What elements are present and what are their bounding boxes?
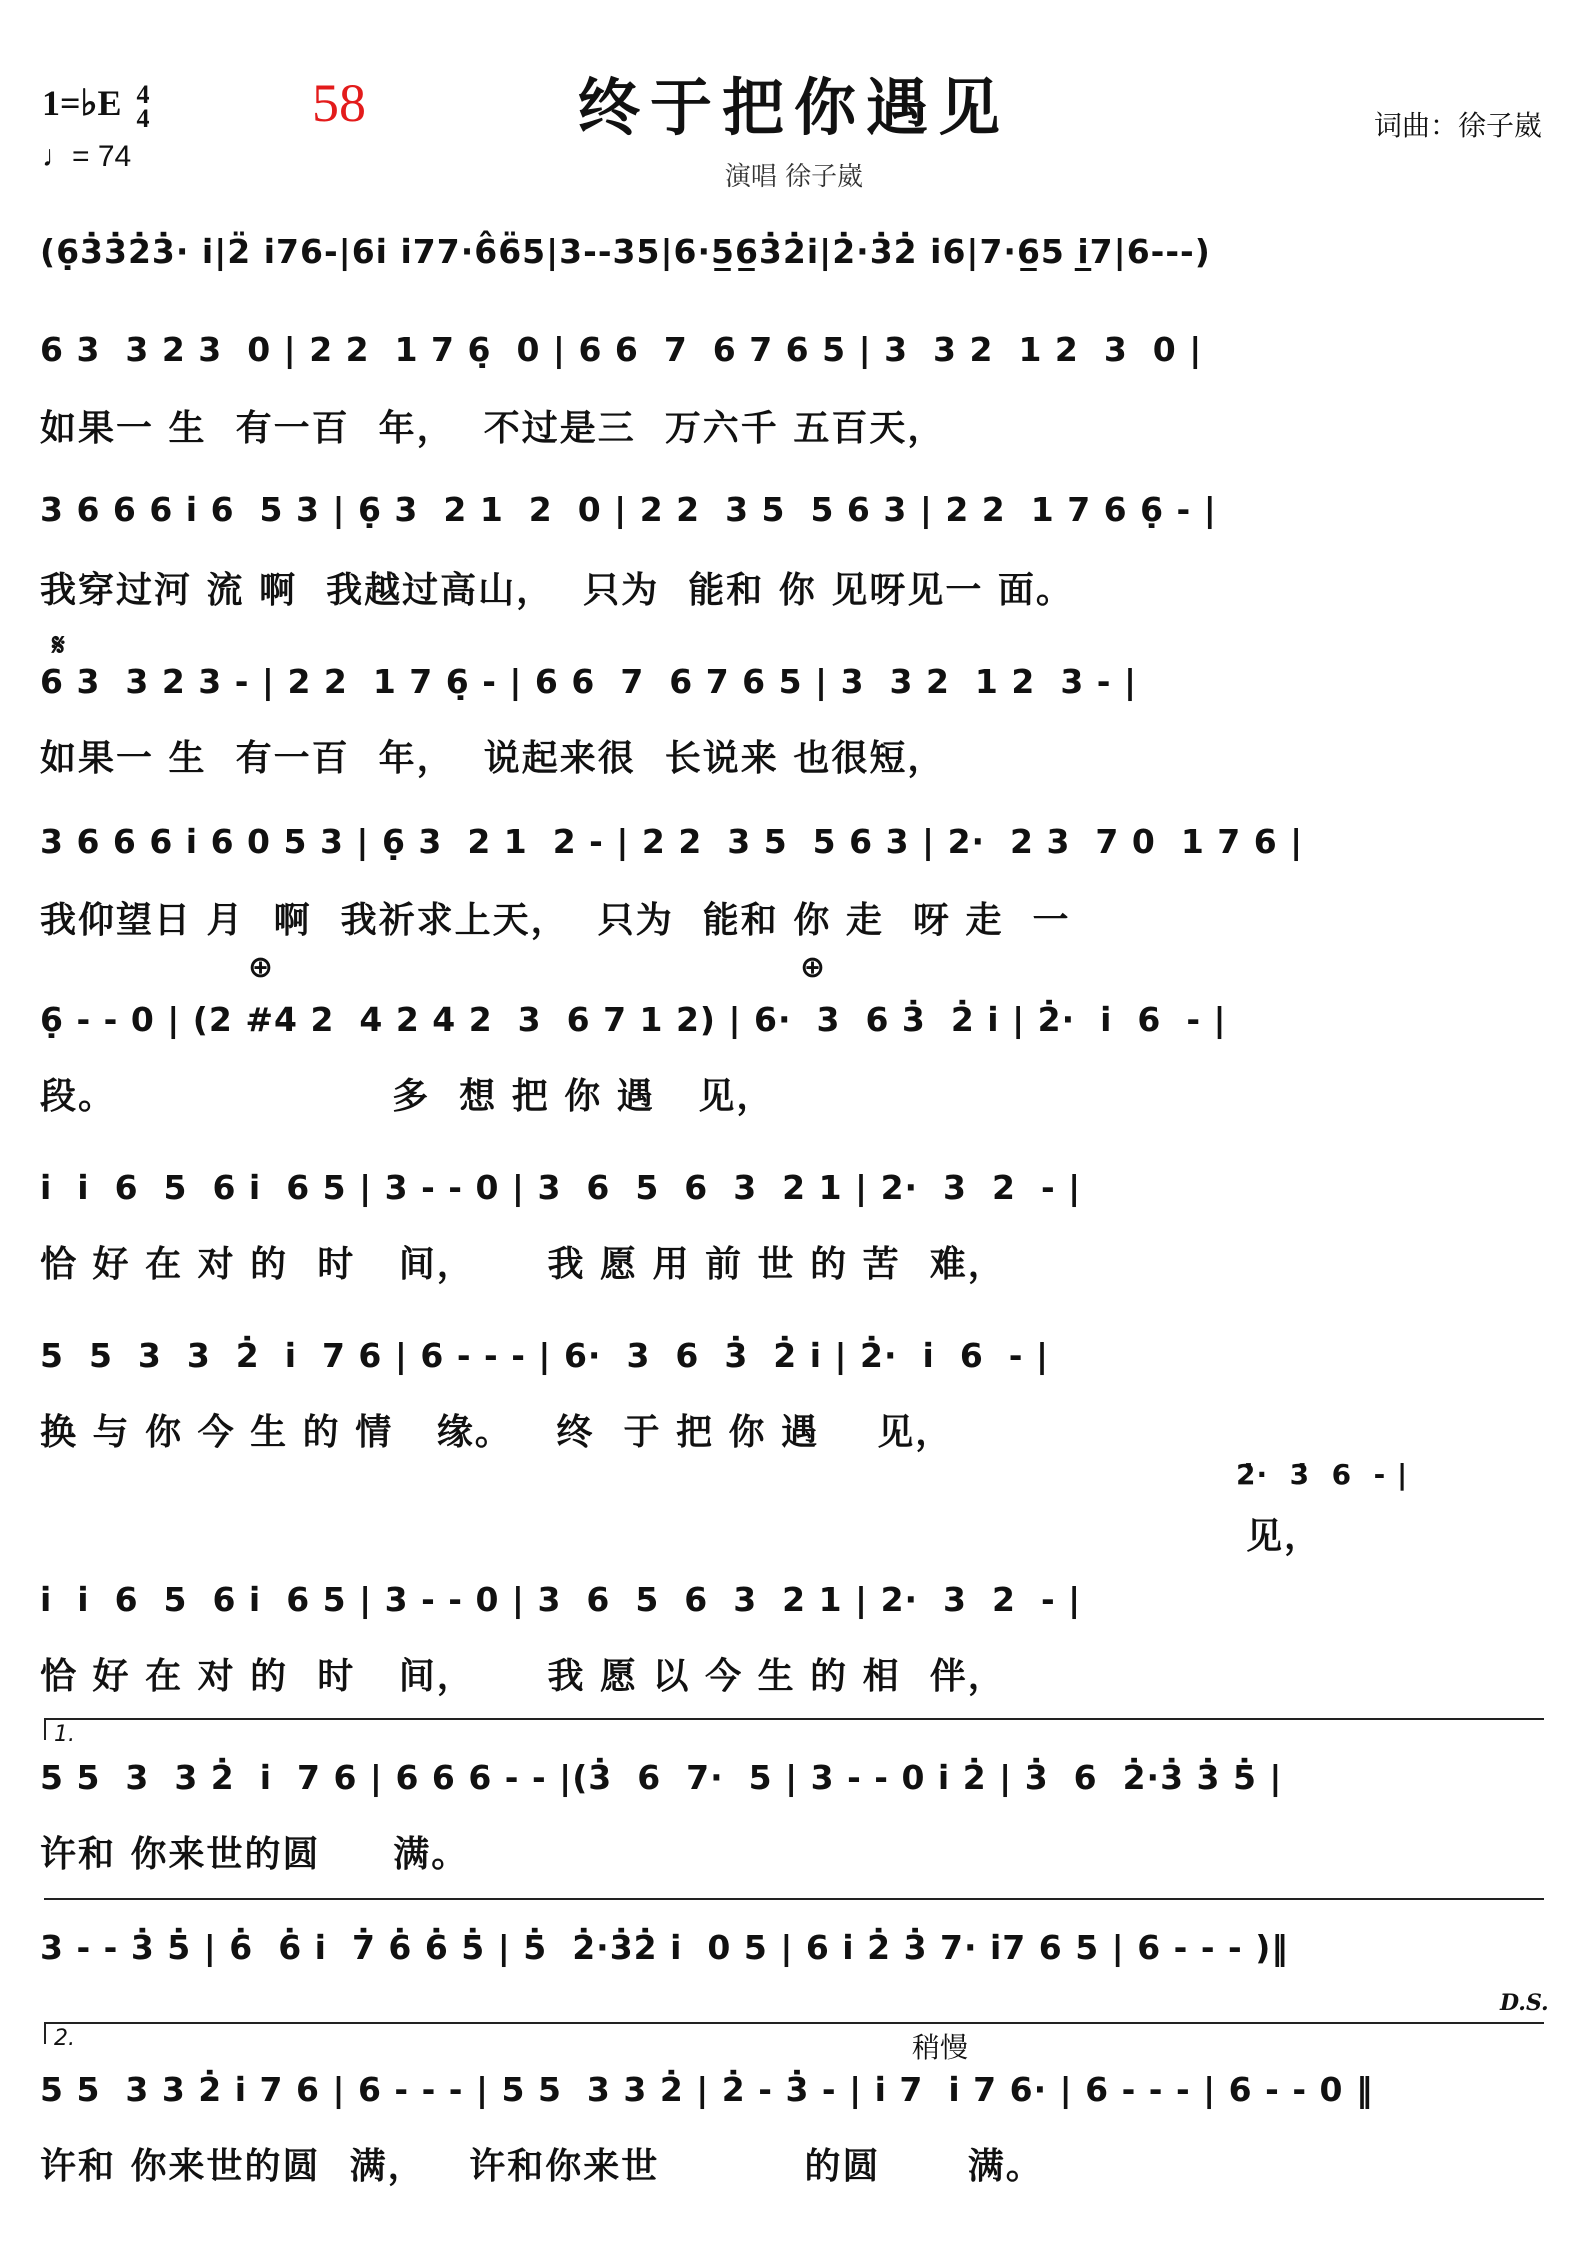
segno-mark: 𝄋 bbox=[52, 628, 65, 663]
volta-1-continuation bbox=[44, 1898, 1544, 1900]
volta-2-bracket bbox=[44, 2022, 1544, 2024]
music-line-9: 5 5 3 3 2̇ i̇ 7 6 | 6 6 6 - - |(3̇ 6 7· 5 | 3 - - 0 i̇ 2̇ | 3̇ 6 2̇·3̇ 3̇ 5̇ | bbox=[40, 1758, 1283, 1797]
composer-credit: 词曲：徐子崴 bbox=[1373, 109, 1542, 142]
music-line-5: 6̣ - - 0 | (2 #4 2 4 2 4 2 3 6 7 1 2) | 6· 3 6 3̇ 2̇ i̇ | 2̇· i̇ 6 - | bbox=[40, 1000, 1227, 1039]
coda-mark-2: ⊕ bbox=[800, 950, 826, 985]
music-line-3: 6 3 3 2 3 - | 2 2 1 7 6̣ - | 6 6 7 6 7 6 5 | 3 3 2 1 2 3 - | bbox=[40, 662, 1138, 701]
music-line-2: 3 6 6 6 i̇ 6 5 3 | 6̣ 3 2 1 2 0 | 2 2 3 5 5 6 3 | 2 2 1 7 6 6̣ - | bbox=[40, 490, 1217, 529]
slower-marking: 稍慢 bbox=[912, 2031, 969, 2064]
lyrics-line-9: 许和 你来世的圆 满。 bbox=[40, 1833, 470, 1875]
volta-2-label: 2. bbox=[54, 2026, 75, 2051]
music-line-11: 5 5 3 3 2̇ i̇ 7 6 | 6 - - - | 5 5 3 3 2̇ | 2̇ - 3̇ - | i̇ 7 i̇ 7 6· | 6 - - - | 6 - - 0 ‖ bbox=[40, 2070, 1374, 2109]
lyrics-line-1: 如果一 生 有一百 年， 不过是三 万六千 五百天， bbox=[40, 407, 946, 449]
time-signature-top: 4 bbox=[136, 79, 150, 109]
lyrics-line-8: 恰 好 在 对 的 时 间， 我 愿 以 今 生 的 相 伴， bbox=[40, 1655, 1006, 1697]
lyrics-line-5: 段。 多 想 把 你 遇 见， bbox=[40, 1075, 775, 1117]
volta-2-bracket-tick bbox=[44, 2022, 46, 2044]
lyrics-line-11: 许和 你来世的圆 满， 许和你来世 的圆 满。 bbox=[40, 2145, 1044, 2187]
music-line-alt: 2̇· 3̇ 6 - | bbox=[1236, 1458, 1409, 1491]
volta-1-bracket-tick bbox=[44, 1718, 46, 1740]
music-line-6: i̇ i̇ 6 5 6 i̇ 6 5 | 3 - - 0 | 3 6 5 6 3 2 1 | 2· 3 2 - | bbox=[40, 1168, 1082, 1207]
lyrics-line-7: 换 与 你 今 生 的 情 缘。 终 于 把 你 遇 见， bbox=[40, 1411, 954, 1453]
lyrics-line-6: 恰 好 在 对 的 时 间， 我 愿 用 前 世 的 苦 难， bbox=[40, 1243, 1006, 1285]
singer-credit: 演唱 徐子崴 bbox=[724, 162, 864, 192]
music-line-7: 5 5 3 3 2̇ i̇ 7 6 | 6 - - - | 6· 3 6 3̇ 2̇ i̇ | 2̇· i̇ 6 - | bbox=[40, 1336, 1049, 1375]
volta-1-label: 1. bbox=[54, 1722, 75, 1747]
lyrics-line-2: 我穿过河 流 啊 我越过高山， 只为 能和 你 见呀见一 面。 bbox=[40, 569, 1074, 611]
song-title: 终于把你遇见 bbox=[577, 71, 1010, 144]
ds-mark: D.S. bbox=[1500, 1990, 1549, 2016]
key-label: 1=♭E bbox=[42, 83, 122, 123]
volta-1-bracket bbox=[44, 1718, 1544, 1720]
music-line-10: 3 - - 3̇ 5̇ | 6̇ 6̇ i̇ 7̇ 6̇ 6̇ 5̇ | 5̇ 2̇·3̇2̇ i̇ 0 5 | 6 i̇ 2̇ 3̇ 7· i̇7 6 5 | 6 - - - )‖ bbox=[40, 1928, 1289, 1967]
lyrics-line-alt: 见， bbox=[1246, 1515, 1323, 1557]
lyrics-line-4: 我仰望日 月 啊 我祈求上天， 只为 能和 你 走 呀 走 一 bbox=[40, 899, 1071, 941]
lyrics-line-3: 如果一 生 有一百 年， 说起来很 长说来 也很短， bbox=[40, 737, 946, 779]
page-number: 58 bbox=[312, 73, 366, 133]
coda-mark-1: ⊕ bbox=[248, 950, 274, 985]
time-signature-bottom: 4 bbox=[136, 103, 150, 133]
music-line-8: i̇ i̇ 6 5 6 i̇ 6 5 | 3 - - 0 | 3 6 5 6 3 2 1 | 2· 3 2 - | bbox=[40, 1580, 1082, 1619]
music-line-4: 3 6 6 6 i̇ 6 0 5 3 | 6̣ 3 2 1 2 - | 2 2 3 5 5 6 3 | 2· 2 3 7 0 1 7 6 | bbox=[40, 822, 1304, 861]
music-line-intro: (6̣3̇3̇2̇3̇· i̇|2̈ i̇76-|6i̇ i̇77·6̂6̈5|3--35|6·5̲6̲3̇2̇i̇|2̇·3̇2̇ i̇6|7·6̲5 i̲7|6---) bbox=[40, 232, 1211, 271]
music-line-1: 6 3 3 2 3 0 | 2 2 1 7 6̣ 0 | 6 6 7 6 7 6 5 | 3 3 2 1 2 3 0 | bbox=[40, 330, 1203, 369]
tempo-marking: ♩= 74 bbox=[42, 140, 132, 173]
